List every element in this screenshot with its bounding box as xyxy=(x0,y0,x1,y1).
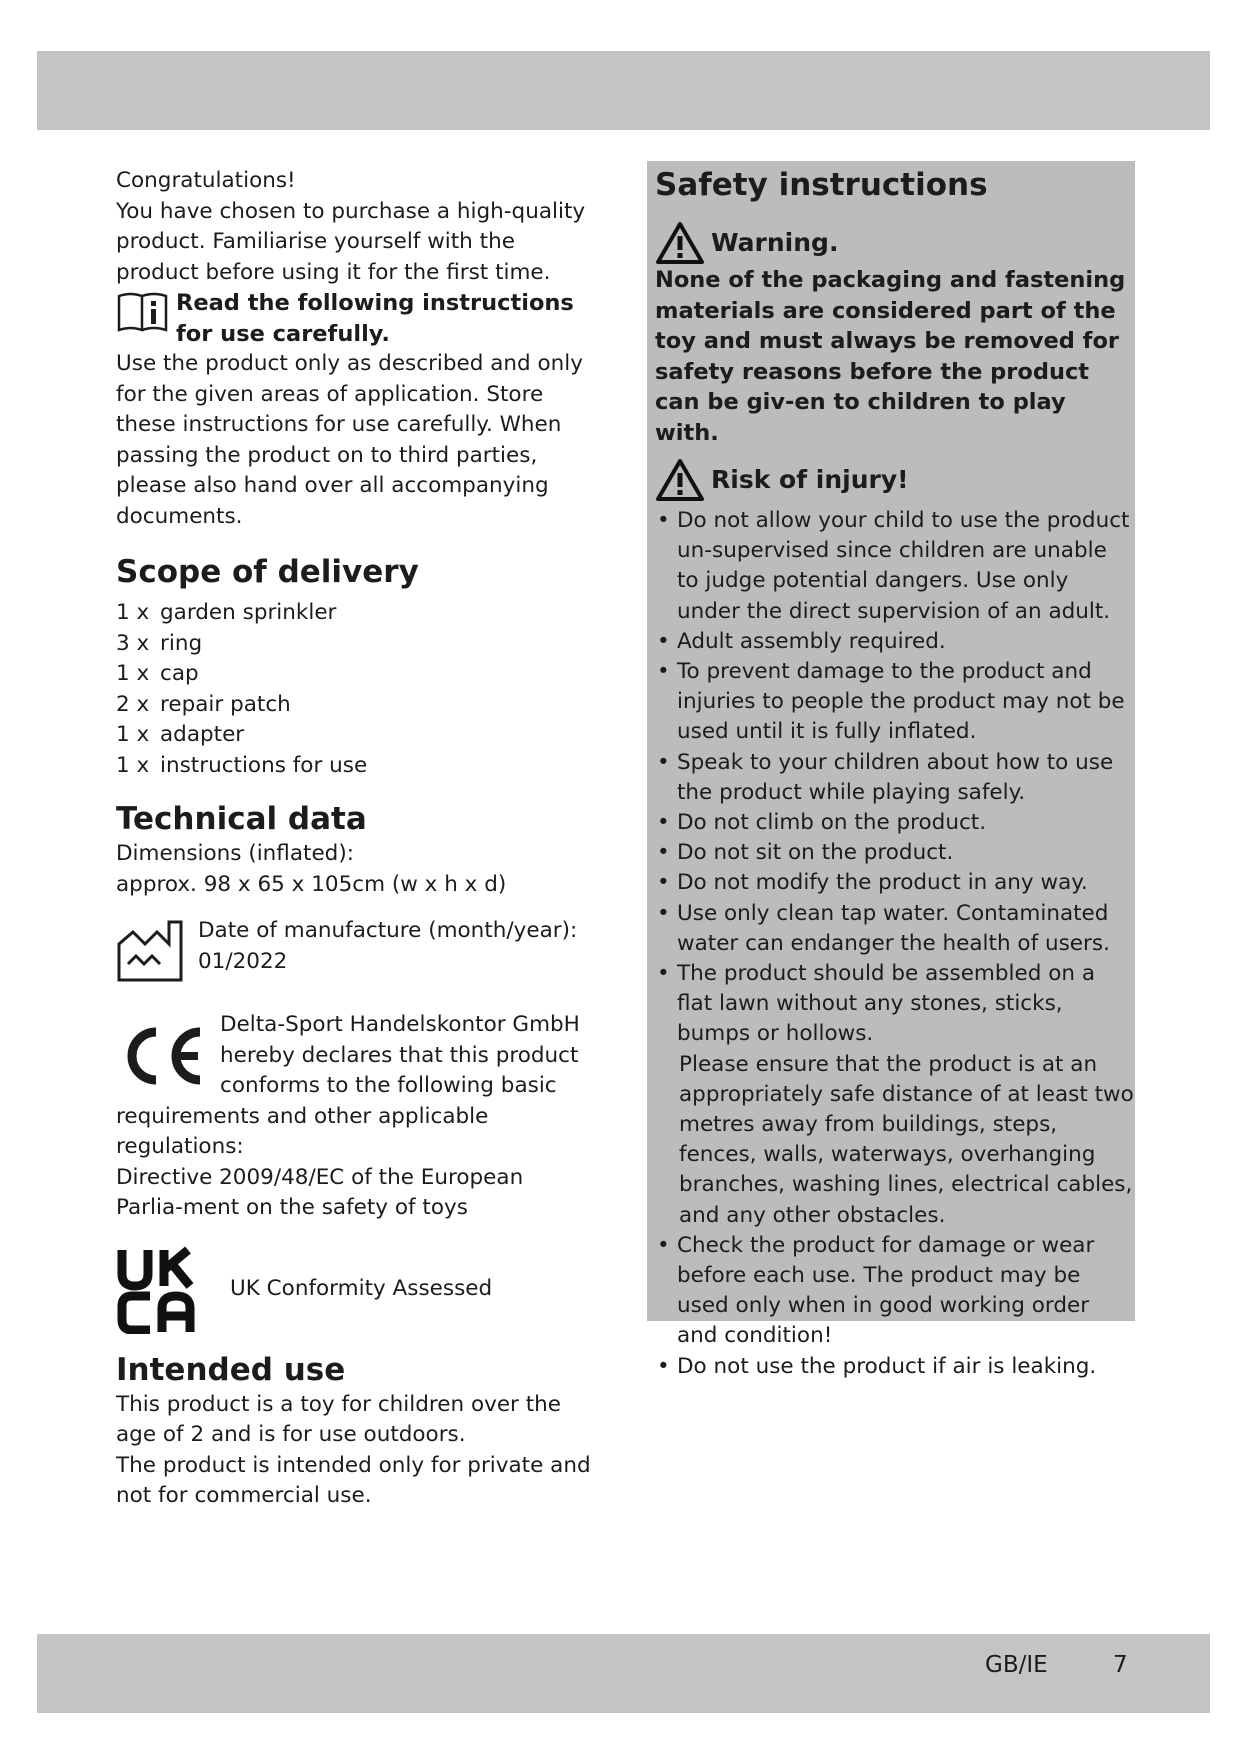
ce-declaration-cont: requirements and other applicable regulations: xyxy=(116,1103,489,1159)
dimensions-value: approx. 98 x 65 x 105cm (w x h x d) xyxy=(116,871,507,897)
warning-title: Warning. xyxy=(711,227,839,257)
delivery-item: 1 x instructions for use xyxy=(116,752,368,778)
ce-declaration-row xyxy=(116,1010,596,1102)
intended-text-2: The product is intended only for private and not for commercial use. xyxy=(116,1452,591,1508)
ce-mark-icon xyxy=(116,1020,206,1092)
safety-item: • Adult assembly required. xyxy=(655,627,1135,657)
congrats-text: Congratulations! xyxy=(116,168,296,193)
warning-triangle-icon xyxy=(655,458,705,502)
delivery-item: 3 x ring xyxy=(116,630,203,656)
delivery-item: 2 x repair patch xyxy=(116,691,291,717)
safety-item: • Do not sit on the product. xyxy=(655,838,1135,868)
safety-item: • Use only clean tap water. Contaminated water can endanger the health of users. xyxy=(655,899,1135,959)
safety-title: Safety instructions xyxy=(655,167,988,203)
read-notice-text: Read the following instructions for use carefully. xyxy=(176,290,574,347)
manufacture-date-text xyxy=(198,916,577,977)
delivery-list xyxy=(116,598,596,781)
ukca-mark-icon xyxy=(116,1246,206,1334)
safety-list xyxy=(655,506,1135,1382)
warning-heading xyxy=(655,221,1135,265)
footer-language: GB/IE xyxy=(985,1652,1048,1678)
header-band xyxy=(37,51,1210,130)
delivery-item: 1 x garden sprinkler xyxy=(116,600,337,625)
instruction-book-icon xyxy=(116,290,170,332)
read-instructions-notice xyxy=(116,288,596,349)
risk-title: Risk of injury! xyxy=(711,464,909,494)
left-column xyxy=(116,166,596,1512)
technical-title: Technical data xyxy=(116,801,367,837)
manufacture-label: Date of manufacture (month/year): xyxy=(198,918,578,943)
ukca-row xyxy=(116,1246,596,1334)
safety-box xyxy=(647,161,1135,1379)
factory-icon xyxy=(116,918,184,982)
safety-item-continued: Please ensure that the product is at an appropriately safe distance of at least two metres away from buildings, steps, fences, walls, waterways, overhanging branches, washing lines, electrical cables, and any other obstacles. xyxy=(679,1051,1134,1228)
manufacture-date-row xyxy=(116,916,596,982)
safety-item: • Speak to your children about how to use the product while playing safely. xyxy=(655,748,1135,808)
warning-text: None of the packaging and fastening materials are considered part of the toy and must always be removed for safety reasons before the product can be giv-en to children to play with. xyxy=(655,267,1126,446)
intended-title: Intended use xyxy=(116,1351,346,1388)
dimensions-label: Dimensions (inflated): xyxy=(116,841,354,866)
safety-item: • Check the product for damage or wear before each use. The product may be used only when in good working order and condition! xyxy=(655,1231,1135,1352)
safety-item: • Do not modify the product in any way. xyxy=(655,868,1135,898)
delivery-item: 1 x cap xyxy=(116,661,199,686)
risk-heading xyxy=(655,458,1135,502)
delivery-item: 1 x adapter xyxy=(116,722,245,747)
ce-declaration-text: Delta-Sport Handelskontor GmbH hereby declares that this product conforms to the following basic xyxy=(220,1012,580,1098)
ce-directive: Directive 2009/48/EC of the European Parlia-ment on the safety of toys xyxy=(116,1164,524,1220)
safety-item: • Do not use the product if air is leaking. xyxy=(655,1352,1135,1382)
intro-text: You have chosen to purchase a high-quality product. Familiarise yourself with the product before using it for the first time. xyxy=(116,198,586,285)
intro-body: Use the product only as described and only for the given areas of application. Store these instructions for use carefully. When passing the product on to third parties, please also hand over all accompanying documents. xyxy=(116,351,583,529)
safety-item: • To prevent damage to the product and injuries to people the product may not be used until it is fully inflated. xyxy=(655,657,1135,748)
manufacture-value: 01/2022 xyxy=(198,948,288,974)
intended-text-1: This product is a toy for children over the age of 2 and is for use outdoors. xyxy=(116,1391,562,1447)
warning-triangle-icon xyxy=(655,221,705,265)
scope-title: Scope of delivery xyxy=(116,554,419,590)
safety-item: • The product should be assembled on a flat lawn without any stones, sticks, bumps or hollows. xyxy=(655,959,1135,1050)
safety-item: • Do not allow your child to use the product un-supervised since children are unable to judge potential dangers. Use only under the direct supervision of an adult. xyxy=(655,506,1135,627)
ukca-text: UK Conformity Assessed xyxy=(230,1276,493,1302)
safety-content xyxy=(655,165,1135,1382)
footer-page-number: 7 xyxy=(1113,1652,1128,1678)
safety-item: • Do not climb on the product. xyxy=(655,808,1135,838)
